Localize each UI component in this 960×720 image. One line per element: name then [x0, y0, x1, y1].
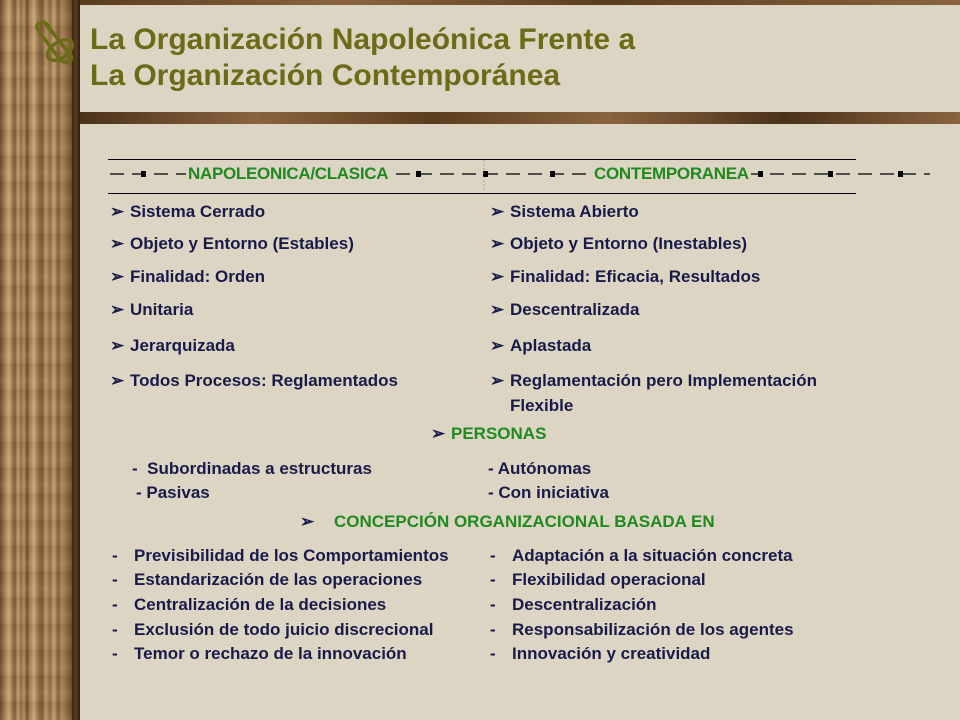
column-header-left: NAPOLEONICA/CLASICA — [188, 164, 389, 183]
list-item: ➢ Objeto y Entorno (Estables) — [110, 232, 354, 256]
list-item: - Con iniciativa — [488, 483, 609, 502]
list-item: - Pasivas — [136, 483, 210, 502]
arrow-bullet-icon: ➢ — [490, 300, 505, 319]
arrow-bullet-icon: ➢ — [110, 300, 125, 319]
list-item: ➢ Objeto y Entorno (Inestables) — [490, 232, 747, 256]
list-item: - Previsibilidad de los Comportamientos — [112, 546, 449, 565]
list-item: ➢ Sistema Abierto — [490, 200, 639, 224]
list-item: - Centralización de la decisiones — [112, 595, 387, 614]
list-item: - Adaptación a la situación concreta — [490, 546, 793, 565]
arrow-bullet-icon: ➢ — [110, 267, 125, 286]
arrow-bullet-icon: ➢ — [110, 336, 125, 355]
list-item: ➢ Descentralizada — [490, 298, 639, 322]
list-item: ➢ Aplastada — [490, 334, 591, 358]
arrow-bullet-icon: ➢ — [490, 202, 505, 221]
title-line-2: La Organización Contemporánea — [90, 59, 561, 92]
list-item: - Temor o rechazo de la innovación — [112, 644, 407, 663]
arrow-bullet-icon: ➢ — [490, 336, 505, 355]
list-item: ➢ Sistema Cerrado — [110, 200, 265, 224]
wood-side-panel — [0, 0, 72, 720]
header-bottom-band — [80, 112, 960, 124]
arrow-bullet-icon: ➢ — [431, 424, 446, 443]
arrow-bullet-icon: ➢ — [110, 234, 125, 253]
title-line-1: La Organización Napoleónica Frente a — [90, 23, 636, 56]
column-header-right: CONTEMPORANEA — [594, 164, 749, 183]
header-top-band — [80, 0, 960, 5]
section-heading-concepcion: ➢ CONCEPCIÓN ORGANIZACIONAL BASADA EN — [300, 510, 715, 534]
list-item: - Subordinadas a estructuras — [132, 459, 372, 478]
arrow-bullet-icon: ➢ — [300, 512, 315, 531]
paperclip-icon — [30, 16, 82, 64]
arrow-bullet-icon: ➢ — [490, 267, 505, 286]
list-item: - Exclusión de todo juicio discrecional — [112, 620, 434, 639]
list-item: ➢ Finalidad: Orden — [110, 265, 265, 289]
table-bottom-rule — [108, 193, 856, 194]
list-item: - Descentralización — [490, 595, 657, 614]
list-item-continuation: Flexible — [510, 396, 574, 415]
wood-edge — [72, 0, 80, 720]
list-item: ➢ Finalidad: Eficacia, Resultados — [490, 265, 760, 289]
list-item: - Responsabilización de los agentes — [490, 620, 794, 639]
arrow-bullet-icon: ➢ — [490, 371, 505, 390]
list-item: ➢ Unitaria — [110, 298, 193, 322]
page-title — [90, 22, 790, 94]
list-item: ➢ Reglamentación pero Implementación — [490, 369, 817, 393]
list-item: - Innovación y creatividad — [490, 644, 711, 663]
section-heading-personas: ➢ PERSONAS — [431, 422, 546, 446]
list-item: - Autónomas — [488, 459, 592, 478]
list-item: - Flexibilidad operacional — [490, 570, 706, 589]
arrow-bullet-icon: ➢ — [490, 234, 505, 253]
list-item: ➢ Jerarquizada — [110, 334, 235, 358]
list-item: ➢ Todos Procesos: Reglamentados — [110, 369, 398, 393]
arrow-bullet-icon: ➢ — [110, 371, 125, 390]
arrow-bullet-icon: ➢ — [110, 202, 125, 221]
list-item: - Estandarización de las operaciones — [112, 570, 423, 589]
